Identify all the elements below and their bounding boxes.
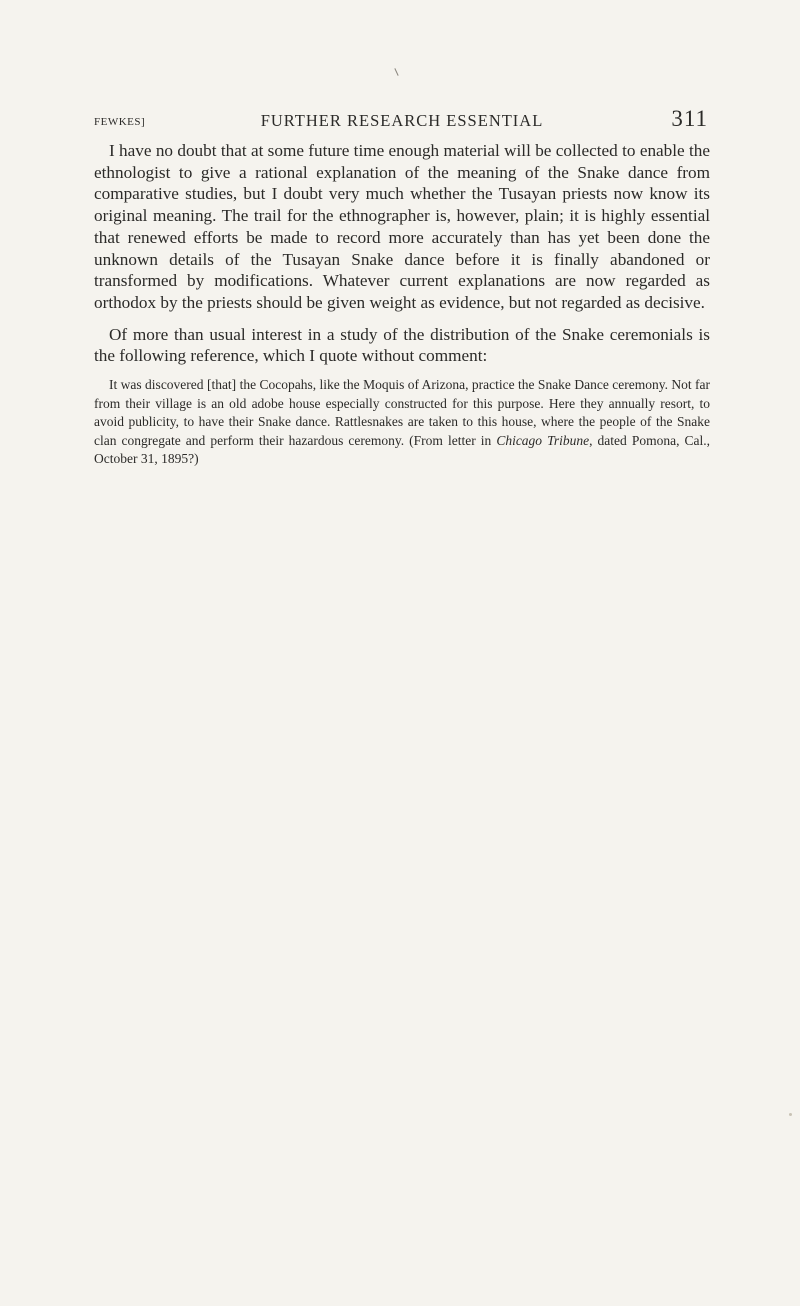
scan-mark <box>394 68 398 76</box>
page-number: 311 <box>671 106 708 131</box>
body-paragraph-1: I have no doubt that at some future time enough material will be collected to enable the ethnologist to give a rational explanation of the meaning of the Snake dance from comparative studies, but I doubt very much whether the Tusayan priests now know its original meaning. The trail for the ethnographer is, however, plain; it is highly essential that renewed efforts be made to record more accurately than has yet been done the unknown details of the Tusayan Snake dance before it is finally abandoned or transformed by modifications. Whatever current explanations are now regarded as orthodox by the priests should be given weight as evidence, but not regarded as decisive. <box>94 141 710 312</box>
block-quote <box>94 376 710 469</box>
quote-text: It was discovered [that] the Cocopahs, like the Moquis of Arizona, practice the Snake Dance ceremony. Not far from their village is an old adobe house especially constructed for this purpose. Here they annually resort, to avoid publicity, to have their Snake dance. Rattlesnakes are taken to this house, where the people of the Snake clan congregate and perform their hazardous ceremony. (From letter in <box>94 377 710 448</box>
document-page <box>94 108 710 469</box>
quote-source-tail: , dated Pomona, Cal., October 31, 1895?) <box>94 432 710 467</box>
body-paragraph-2: Of more than usual interest in a study of the distribution of the Snake ceremonials is the following reference, which I quote without comment: <box>94 324 710 366</box>
running-header <box>94 108 710 138</box>
quote-source-title: Chicago Tribune <box>496 432 590 448</box>
header-author: FEWKES] <box>94 116 146 128</box>
paper-speck <box>789 1113 792 1116</box>
header-title: FURTHER RESEARCH ESSENTIAL <box>260 111 544 130</box>
